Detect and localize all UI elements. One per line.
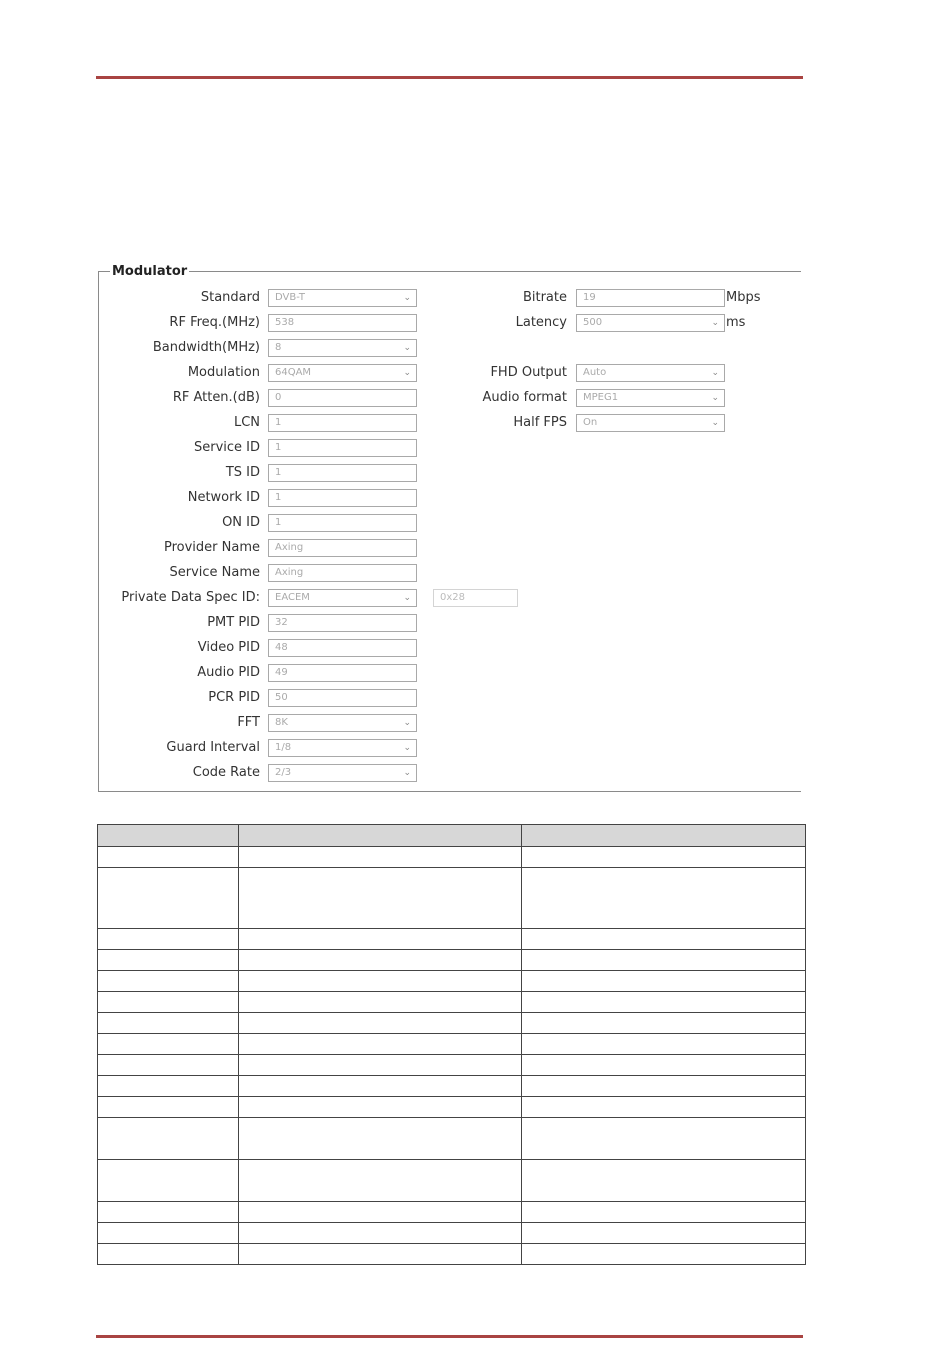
service-id-input[interactable] (268, 439, 417, 457)
audio-pid-value: 49 (275, 667, 288, 678)
table-cell (522, 1118, 806, 1160)
ts-id-value: 1 (275, 467, 282, 478)
table-cell (239, 1244, 522, 1265)
service-name-label: Service Name (169, 565, 260, 580)
table-cell (522, 971, 806, 992)
table-cell (98, 1076, 239, 1097)
ts-id-input[interactable] (268, 464, 417, 482)
private-data-spec-value: EACEM (275, 592, 310, 603)
footer-rule (96, 1335, 803, 1338)
pmt-pid-input[interactable] (268, 614, 417, 632)
table-cell (98, 971, 239, 992)
half-fps-select[interactable] (576, 414, 725, 432)
header-rule (96, 76, 803, 79)
pcr-pid-input[interactable] (268, 689, 417, 707)
table-row (98, 1223, 806, 1244)
chevron-down-icon: ⌄ (403, 368, 411, 378)
audio-pid-input[interactable] (268, 664, 417, 682)
bandwidth-select[interactable] (268, 339, 417, 357)
provider-name-label: Provider Name (163, 540, 260, 555)
chevron-down-icon: ⌄ (711, 393, 719, 403)
pcr-pid-label: PCR PID (208, 690, 260, 705)
table-row (98, 1202, 806, 1223)
table-cell (239, 1076, 522, 1097)
table-row (98, 992, 806, 1013)
fhd-output-label: FHD Output (490, 365, 567, 380)
table-cell (98, 1055, 239, 1076)
table-cell (98, 992, 239, 1013)
on-id-input[interactable] (268, 514, 417, 532)
chevron-down-icon: ⌄ (403, 293, 411, 303)
table-cell (239, 1034, 522, 1055)
bitrate-unit: Mbps (726, 290, 761, 305)
parameter-table (97, 824, 806, 1265)
audio-format-value: MPEG1 (583, 392, 619, 403)
table-cell (522, 1055, 806, 1076)
rf-atten-value: 0 (275, 392, 282, 403)
table-row (98, 1097, 806, 1118)
guard-interval-value: 1/8 (275, 742, 292, 753)
half-fps-value: On (583, 417, 598, 428)
table-cell (522, 992, 806, 1013)
fft-label: FFT (237, 715, 260, 730)
private-data-hex-field (433, 589, 518, 607)
pmt-pid-label: PMT PID (207, 615, 260, 630)
table-row (98, 950, 806, 971)
table-cell (239, 971, 522, 992)
video-pid-input[interactable] (268, 639, 417, 657)
table-cell (239, 1118, 522, 1160)
table-cell (98, 847, 239, 868)
bandwidth-label: Bandwidth(MHz) (152, 340, 260, 355)
private-data-spec-label: Private Data Spec ID: (121, 590, 260, 605)
rf-atten-label: RF Atten.(dB) (172, 390, 260, 405)
modulation-label: Modulation (187, 365, 260, 380)
table-cell (522, 950, 806, 971)
table-row (98, 971, 806, 992)
guard-interval-select[interactable] (268, 739, 417, 757)
table-row (98, 1034, 806, 1055)
table-cell (239, 1013, 522, 1034)
chevron-down-icon: ⌄ (711, 368, 719, 378)
table-cell (522, 1223, 806, 1244)
table-row (98, 929, 806, 950)
table-row (98, 1244, 806, 1265)
modulation-value: 64QAM (275, 367, 312, 378)
table-row (98, 1013, 806, 1034)
standard-value: DVB-T (275, 292, 306, 303)
fft-value: 8K (275, 717, 288, 728)
pmt-pid-value: 32 (275, 617, 288, 628)
table-cell (98, 1223, 239, 1244)
table-cell (522, 1076, 806, 1097)
guard-interval-label: Guard Interval (166, 740, 260, 755)
bitrate-label: Bitrate (522, 290, 567, 305)
latency-value: 500 (583, 317, 603, 328)
chevron-down-icon: ⌄ (403, 768, 411, 778)
chevron-down-icon: ⌄ (403, 593, 411, 603)
network-id-label: Network ID (187, 490, 260, 505)
table-cell (522, 1202, 806, 1223)
lcn-label: LCN (233, 415, 260, 430)
lcn-value: 1 (275, 417, 282, 428)
ts-id-label: TS ID (225, 465, 260, 480)
fhd-output-value: Auto (583, 367, 607, 378)
code-rate-value: 2/3 (275, 767, 292, 778)
chevron-down-icon: ⌄ (403, 718, 411, 728)
provider-name-value: Axing (275, 542, 304, 553)
latency-label: Latency (515, 315, 567, 330)
bitrate-input[interactable] (576, 289, 725, 307)
table-row (98, 1055, 806, 1076)
table-cell (522, 1160, 806, 1202)
private-data-spec-select[interactable] (268, 589, 417, 607)
table-cell (239, 868, 522, 929)
table-cell (239, 950, 522, 971)
service-id-value: 1 (275, 442, 282, 453)
on-id-value: 1 (275, 517, 282, 528)
service-name-value: Axing (275, 567, 304, 578)
network-id-input[interactable] (268, 489, 417, 507)
rf-freq-label: RF Freq.(MHz) (169, 315, 260, 330)
table-row (98, 868, 806, 929)
table-row (98, 1160, 806, 1202)
latency-unit: ms (726, 315, 746, 330)
service-name-input[interactable] (268, 564, 417, 582)
table-cell (239, 1223, 522, 1244)
chevron-down-icon: ⌄ (403, 743, 411, 753)
modulator-legend: Modulator (112, 264, 188, 279)
table-cell (522, 847, 806, 868)
table-row (98, 1118, 806, 1160)
network-id-value: 1 (275, 492, 282, 503)
chevron-down-icon: ⌄ (711, 318, 719, 328)
table-cell (98, 1034, 239, 1055)
table-row (98, 1076, 806, 1097)
standard-label: Standard (200, 290, 260, 305)
chevron-down-icon: ⌄ (711, 418, 719, 428)
table-cell (98, 1160, 239, 1202)
table-cell (239, 1160, 522, 1202)
table-cell (239, 1097, 522, 1118)
table-cell (522, 1097, 806, 1118)
video-pid-label: Video PID (197, 640, 260, 655)
video-pid-value: 48 (275, 642, 288, 653)
table-cell (239, 1055, 522, 1076)
service-id-label: Service ID (193, 440, 260, 455)
table-cell (522, 1013, 806, 1034)
table-cell (98, 1244, 239, 1265)
table-cell (98, 1013, 239, 1034)
table-cell (98, 929, 239, 950)
table-cell (522, 929, 806, 950)
table-cell (522, 1034, 806, 1055)
table-row (98, 847, 806, 868)
table-cell (98, 1118, 239, 1160)
pcr-pid-value: 50 (275, 692, 288, 703)
provider-name-input[interactable] (268, 539, 417, 557)
private-data-hex-value: 0x28 (440, 592, 466, 603)
table-cell (239, 847, 522, 868)
code-rate-select[interactable] (268, 764, 417, 782)
table-cell (239, 929, 522, 950)
half-fps-label: Half FPS (513, 415, 567, 430)
table-cell (239, 1202, 522, 1223)
audio-format-label: Audio format (482, 390, 567, 405)
table-header-row (98, 825, 806, 847)
table-header-cell (98, 825, 239, 847)
table-header-cell (522, 825, 806, 847)
fft-select[interactable] (268, 714, 417, 732)
audio-pid-label: Audio PID (197, 665, 260, 680)
table-cell (98, 1097, 239, 1118)
audio-format-select[interactable] (576, 389, 725, 407)
on-id-label: ON ID (222, 515, 260, 530)
bitrate-value: 19 (583, 292, 596, 303)
code-rate-label: Code Rate (192, 765, 260, 780)
table-cell (239, 992, 522, 1013)
table-cell (98, 868, 239, 929)
bandwidth-value: 8 (275, 342, 282, 353)
rf-freq-value: 538 (275, 317, 295, 328)
table-cell (522, 868, 806, 929)
latency-select[interactable] (576, 314, 725, 332)
table-cell (98, 1202, 239, 1223)
table-cell (98, 950, 239, 971)
chevron-down-icon: ⌄ (403, 343, 411, 353)
table-cell (522, 1244, 806, 1265)
fhd-output-select[interactable] (576, 364, 725, 382)
table-header-cell (239, 825, 522, 847)
